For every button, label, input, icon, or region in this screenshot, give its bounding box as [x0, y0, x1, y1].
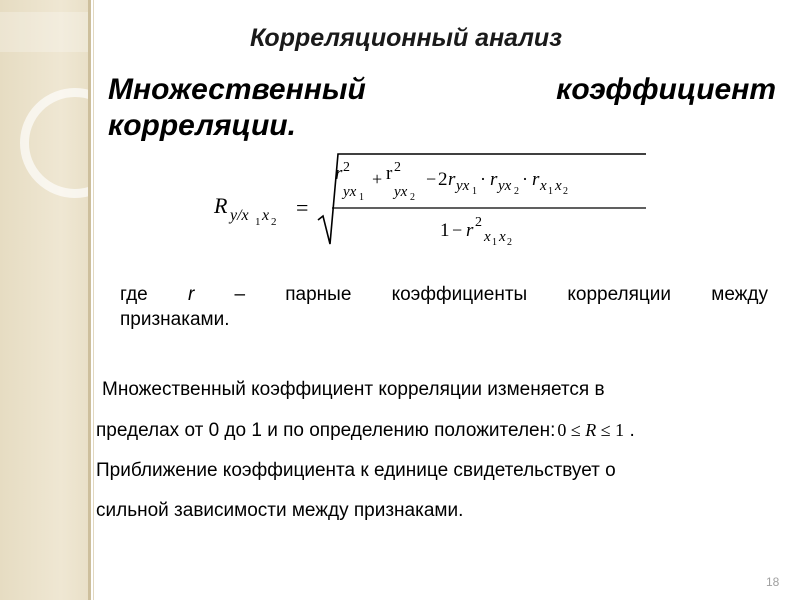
svg-text:2: 2: [410, 192, 415, 203]
word-korrelyacii: корреляции: [567, 284, 672, 305]
slide-title: Корреляционный анализ: [250, 24, 562, 52]
formula-numerator: [335, 160, 568, 203]
formula-lhs-sub-1: 1: [255, 216, 261, 228]
svg-text:r: r: [532, 169, 540, 190]
explanation-line-2: [96, 410, 736, 451]
svg-text:1: 1: [548, 186, 553, 197]
formula-equals: =: [296, 195, 309, 220]
svg-text:2: 2: [343, 160, 350, 175]
svg-text:·: ·: [480, 169, 486, 189]
formula-lhs-sub: y/x: [230, 207, 249, 224]
svg-text:x: x: [499, 229, 506, 245]
heading-line-1: [108, 72, 776, 108]
side-divider: [88, 0, 91, 600]
definition-line-1: [120, 282, 768, 307]
svg-text:r: r: [490, 169, 498, 190]
definition-paragraph: [120, 282, 768, 332]
svg-text:yx: yx: [456, 178, 470, 194]
svg-text:1: 1: [359, 192, 364, 203]
inequality-R: R: [585, 420, 597, 440]
svg-text:r: r: [448, 169, 456, 190]
svg-text:1: 1: [440, 220, 450, 241]
definition-line-2: признаками.: [120, 309, 230, 330]
word-parnye: парные: [285, 284, 352, 305]
formula-lhs-sub-2: 2: [271, 216, 277, 228]
explanation-line-3: Приближение коэффициента к единице свидетельствует о: [96, 460, 616, 481]
svg-text:+: +: [372, 169, 383, 189]
svg-text:r: r: [386, 163, 393, 184]
svg-text:r: r: [466, 220, 474, 241]
svg-text:yx: yx: [394, 184, 408, 200]
radical-sign: [318, 154, 646, 244]
svg-text:x: x: [540, 178, 547, 194]
svg-text:·: ·: [522, 169, 528, 189]
svg-text:−: −: [452, 220, 463, 240]
page-number: 18: [766, 575, 780, 589]
heading-word-1: Множественный: [108, 73, 366, 106]
slide-heading: [108, 72, 776, 144]
svg-text:2: 2: [514, 186, 519, 197]
side-divider-thin: [93, 0, 94, 600]
svg-text:2: 2: [438, 169, 448, 190]
svg-text:2: 2: [394, 160, 401, 175]
svg-text:2: 2: [563, 186, 568, 197]
svg-text:−: −: [426, 169, 437, 189]
side-panel: [0, 0, 88, 600]
svg-text:yx: yx: [343, 184, 357, 200]
explanation-line-2-text: пределах от 0 до 1 и по определению положителен:: [96, 420, 556, 441]
formula-lhs: [213, 193, 277, 228]
svg-text:yx: yx: [498, 178, 512, 194]
multiple-correlation-formula: [200, 148, 660, 258]
inequality-right: ≤ 1: [596, 420, 625, 440]
svg-text:2: 2: [507, 237, 512, 248]
svg-text:2: 2: [475, 215, 482, 230]
word-koefficienty: коэффициенты: [391, 284, 528, 305]
word-gde: где: [120, 284, 148, 305]
svg-text:1: 1: [492, 237, 497, 248]
explanation-paragraph: [96, 370, 736, 531]
formula-denominator: [440, 215, 512, 248]
inequality-left: 0 ≤: [557, 420, 586, 440]
explanation-line-2-end: .: [629, 420, 635, 441]
formula-lhs-R: R: [214, 193, 228, 218]
formula-lhs-sub-x: x: [262, 207, 270, 224]
heading-word-2: коэффициент: [556, 73, 776, 106]
svg-text:r: r: [335, 163, 343, 184]
heading-line-2: корреляции.: [108, 109, 296, 142]
decorative-bar: [0, 12, 88, 52]
word-mezhdu: между: [711, 284, 768, 305]
svg-text:x: x: [484, 229, 491, 245]
word-dash: –: [234, 284, 246, 305]
explanation-line-4: сильной зависимости между признаками.: [96, 500, 464, 521]
svg-text:x: x: [555, 178, 562, 194]
inequality: [557, 420, 624, 440]
svg-text:1: 1: [472, 186, 477, 197]
explanation-line-1: Множественный коэффициент корреляции изменяется в: [102, 379, 605, 400]
word-r: r: [187, 284, 195, 305]
